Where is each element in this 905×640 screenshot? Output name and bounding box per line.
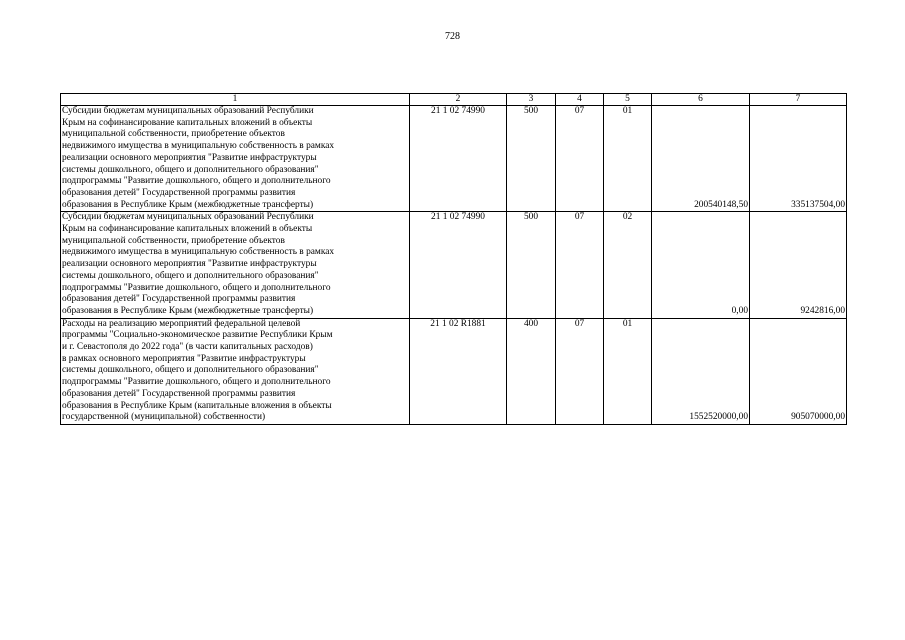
table-row [61, 106, 847, 212]
budget-table [60, 93, 847, 425]
amount-column-6: 200540148,50 [652, 106, 750, 212]
description-line: системы дошкольного, общего и дополнительного образования" [62, 270, 319, 281]
amount-column-7: 905070000,00 [750, 318, 847, 424]
header-cell-3: 3 [507, 94, 556, 106]
description-line: подпрограммы "Развитие дошкольного, общего и дополнительного [62, 282, 331, 293]
description-line: образования в Республике Крым (межбюджетные трансферты) [62, 199, 314, 210]
description-line: и г. Севастополя до 2022 года" (в части капитальных расходов) [62, 342, 313, 353]
description-line: недвижимого имущества в муниципальную собственность в рамках [62, 247, 335, 258]
row-description [61, 106, 410, 212]
description-line: Крым на софинансирование капитальных вложений в объекты [62, 224, 313, 235]
amount-column-6: 0,00 [652, 212, 750, 318]
expense-type-code: 400 [507, 318, 556, 424]
target-article-code: 21 1 02 74990 [410, 212, 507, 318]
section-code: 07 [556, 106, 604, 212]
row-description [61, 318, 410, 424]
table-header-row [61, 94, 847, 106]
description-line: муниципальной собственности, приобретение объектов [62, 235, 285, 246]
expense-type-code: 500 [507, 212, 556, 318]
description-line: в рамках основного мероприятия "Развитие инфраструктуры [62, 353, 306, 364]
amount-column-7: 335137504,00 [750, 106, 847, 212]
section-code: 07 [556, 318, 604, 424]
table-row [61, 212, 847, 318]
header-cell-7: 7 [750, 94, 847, 106]
subsection-code: 02 [604, 212, 652, 318]
description-line: образования детей" Государственной программы развития [62, 294, 296, 305]
amount-column-6: 1552520000,00 [652, 318, 750, 424]
description-line: Субсидии бюджетам муниципальных образований Республики [62, 212, 314, 223]
description-line: системы дошкольного, общего и дополнительного образования" [62, 164, 319, 175]
description-line: Расходы на реализацию мероприятий федеральной целевой [62, 318, 301, 329]
description-line: системы дошкольного, общего и дополнительного образования" [62, 365, 319, 376]
description-line: подпрограммы "Развитие дошкольного, общего и дополнительного [62, 176, 331, 187]
page-number: 728 [445, 31, 460, 42]
section-code: 07 [556, 212, 604, 318]
target-article-code: 21 1 02 R1881 [410, 318, 507, 424]
subsection-code: 01 [604, 106, 652, 212]
description-line: муниципальной собственности, приобретение объектов [62, 129, 285, 140]
table-row [61, 318, 847, 424]
description-line: реализации основного мероприятия "Развитие инфраструктуры [62, 259, 317, 270]
subsection-code: 01 [604, 318, 652, 424]
row-description [61, 212, 410, 318]
description-line: Крым на софинансирование капитальных вложений в объекты [62, 117, 313, 128]
header-cell-1: 1 [61, 94, 410, 106]
header-cell-4: 4 [556, 94, 604, 106]
description-line: образования в Республике Крым (межбюджетные трансферты) [62, 305, 314, 316]
description-line: подпрограммы "Развитие дошкольного, общего и дополнительного [62, 377, 331, 388]
amount-column-7: 9242816,00 [750, 212, 847, 318]
description-line: недвижимого имущества в муниципальную собственность в рамках [62, 141, 335, 152]
description-line: реализации основного мероприятия "Развитие инфраструктуры [62, 152, 317, 163]
description-line: Субсидии бюджетам муниципальных образований Республики [62, 106, 314, 116]
description-line: государственной (муниципальной) собственности) [62, 412, 266, 423]
description-line: образования в Республике Крым (капитальные вложения в объекты [62, 400, 332, 411]
header-cell-5: 5 [604, 94, 652, 106]
target-article-code: 21 1 02 74990 [410, 106, 507, 212]
description-line: образования детей" Государственной программы развития [62, 187, 296, 198]
expense-type-code: 500 [507, 106, 556, 212]
header-cell-6: 6 [652, 94, 750, 106]
header-cell-2: 2 [410, 94, 507, 106]
description-line: программы "Социально-экономическое развитие Республики Крым [62, 330, 333, 341]
description-line: образования детей" Государственной программы развития [62, 388, 296, 399]
